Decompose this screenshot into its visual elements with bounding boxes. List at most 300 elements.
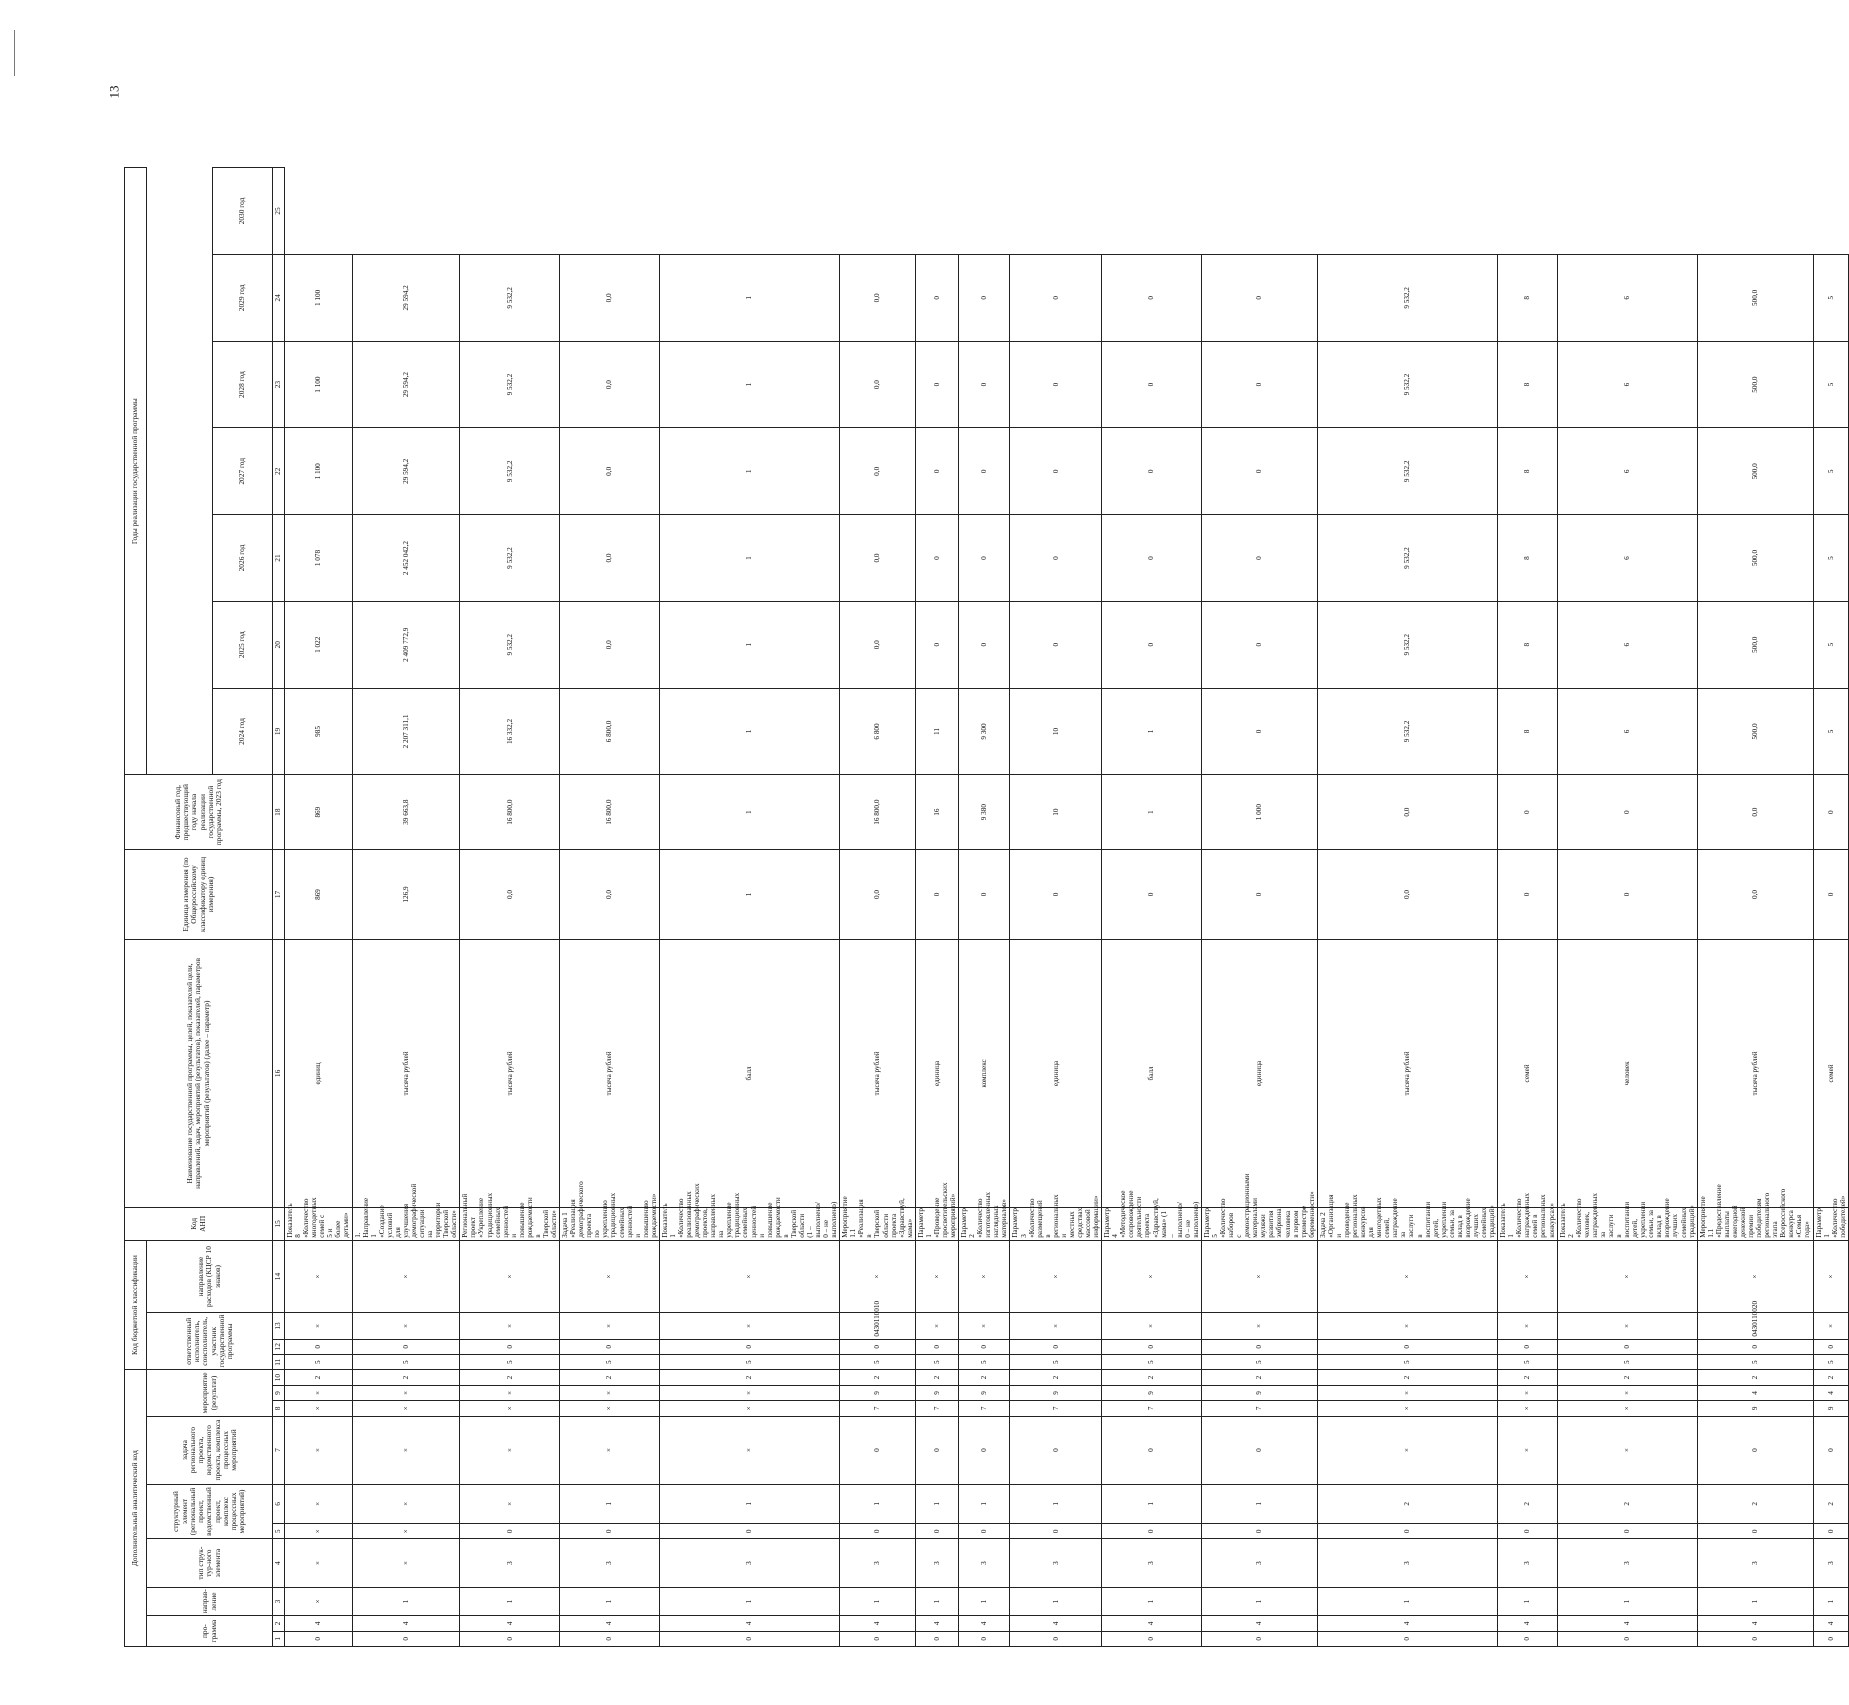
activity-code-1: × (285, 1416, 353, 1484)
column-number: 3 (273, 1587, 285, 1616)
year-value-2024: 1 000 (1201, 775, 1317, 850)
base-year-value: 0 (1201, 849, 1317, 939)
year-value-2029: 8 (1498, 341, 1557, 428)
year-value-2025: 985 (285, 688, 353, 775)
element-type-code: 3 (1813, 1539, 1848, 1587)
responsible-code-2: 5 (1010, 1354, 1102, 1369)
responsible-code-2: 5 (1317, 1354, 1497, 1369)
year-value-2026: 0,0 (840, 601, 916, 688)
program-code-1: 0 (1813, 1631, 1848, 1646)
year-value-2027: 9 532,2 (1317, 515, 1497, 602)
base-year-value: 0,0 (560, 849, 660, 939)
responsible-code-3: 0 (1317, 1339, 1497, 1354)
activity-code-2: × (460, 1401, 560, 1416)
column-number: 16 (273, 939, 285, 1207)
activity-code-3: 4 (1697, 1385, 1813, 1400)
responsible-code-3: 0 (1010, 1339, 1102, 1354)
activity-code-1: × (1317, 1416, 1497, 1484)
year-value-2025: 5 (1813, 688, 1848, 775)
responsible-code-1: 2 (1557, 1370, 1697, 1385)
program-code-1: 0 (460, 1631, 560, 1646)
task-header: задача регионального проекта, ведомственного проекта, комплекса процессных мероприятий (147, 1416, 273, 1484)
direction-code: × (285, 1587, 353, 1616)
ani-code: × (959, 1240, 1010, 1313)
year-value-2030: 500,0 (1697, 255, 1813, 342)
activity-code-2: × (560, 1401, 660, 1416)
element-type-code: 3 (1010, 1539, 1102, 1587)
structural-element-code: 0 (1557, 1524, 1697, 1539)
task-code: × (352, 1484, 460, 1524)
year-value-2028: 0 (959, 428, 1010, 515)
ani-code: × (1201, 1240, 1317, 1313)
responsible-code-1: 2 (659, 1370, 839, 1385)
responsible-code-1: 2 (915, 1370, 958, 1385)
expense-direction-code: × (1102, 1313, 1202, 1339)
column-number: 4 (273, 1539, 285, 1587)
year-value-2030: 5 (1813, 255, 1848, 342)
responsible-code-3: 0 (1557, 1339, 1697, 1354)
expense-direction-code: × (1317, 1313, 1497, 1339)
element-type-code: 3 (840, 1539, 916, 1587)
responsible-code-2: 5 (959, 1354, 1010, 1369)
year-value-2030: 1 100 (285, 255, 353, 342)
activity-code-1: × (460, 1416, 560, 1484)
table-body (285, 168, 1849, 1647)
element-type-code: 3 (659, 1539, 839, 1587)
program-code-2: 4 (1102, 1616, 1202, 1631)
activity-code-3: × (285, 1385, 353, 1400)
unit-cell: тысяча рублей (1697, 939, 1813, 1207)
year-value-2029: 9 532,2 (460, 341, 560, 428)
ani-code: × (460, 1240, 560, 1313)
activity-code-2: × (352, 1401, 460, 1416)
task-code: 1 (659, 1484, 839, 1524)
indicator-name: Параметр 3 «Количество размещений в региональных и местных средствах массовой информации» (1010, 1207, 1102, 1240)
activity-code-3: 9 (959, 1385, 1010, 1400)
activity-code-3: 9 (915, 1385, 958, 1400)
responsible-code-3: 0 (285, 1339, 353, 1354)
table-row (460, 168, 560, 1647)
element-type-code: 3 (1317, 1539, 1497, 1587)
year-value-2025: 1 (659, 688, 839, 775)
activity-code-1: 0 (1201, 1416, 1317, 1484)
element-type-code: 3 (1557, 1539, 1697, 1587)
year-value-2026: 5 (1813, 601, 1848, 688)
expense-direction-code: × (1010, 1313, 1102, 1339)
year-value-2024: 0,0 (1697, 775, 1813, 850)
year-value-2030: 6 (1557, 255, 1697, 342)
year-value-2026: 0 (959, 601, 1010, 688)
structural-element-code: 0 (659, 1524, 839, 1539)
direction-code: 1 (840, 1587, 916, 1616)
year-value-2029: 0 (915, 341, 958, 428)
column-number: 5 (273, 1524, 285, 1539)
activity-code-3: × (1557, 1385, 1697, 1400)
structural-element-code: 0 (840, 1524, 916, 1539)
unit-cell: тысяча рублей (840, 939, 916, 1207)
year-value-2024: 16 (915, 775, 958, 850)
year-value-2024: 10 (1010, 775, 1102, 850)
year-value-2026: 6 (1557, 601, 1697, 688)
year-value-2027: 0 (959, 515, 1010, 602)
year-value-2030: 0 (915, 255, 958, 342)
unit-header: Единица измерения (по Общероссийскому классификатору единиц измерения) (125, 849, 273, 939)
year-value-2025: 11 (915, 688, 958, 775)
ani-code-header: Код АНП (125, 1207, 273, 1240)
unit-cell: балл (659, 939, 839, 1207)
activity-code-1: × (1498, 1416, 1557, 1484)
element-type-code: 3 (1697, 1539, 1813, 1587)
landscape-table-container (124, 167, 1847, 1647)
activity-code-2: × (1498, 1401, 1557, 1416)
responsible-code-2: 5 (1557, 1354, 1697, 1369)
base-year-value: 0,0 (1317, 849, 1497, 939)
responsible-code-2: 5 (460, 1354, 560, 1369)
table-row (352, 168, 460, 1647)
direction-code: 1 (1697, 1587, 1813, 1616)
column-number: 17 (273, 849, 285, 939)
activity-code-2: 7 (1010, 1401, 1102, 1416)
unit-cell: семей (1498, 939, 1557, 1207)
year-value-2027: 0 (1010, 515, 1102, 602)
responsible-header: ответственный исполнитель, соисполнитель, участник государственной программы (147, 1313, 273, 1370)
direction-code: 1 (1498, 1587, 1557, 1616)
responsible-code-3: 0 (560, 1339, 660, 1354)
task-code: 2 (1317, 1484, 1497, 1524)
activity-code-3: × (659, 1385, 839, 1400)
year-value-2024: 1 (659, 775, 839, 850)
year-value-2028: 9 532,2 (1317, 428, 1497, 515)
table-row (840, 168, 916, 1647)
column-number: 8 (273, 1401, 285, 1416)
program-code-1: 0 (915, 1631, 958, 1646)
program-code-1: 0 (352, 1631, 460, 1646)
program-code-2: 4 (1498, 1616, 1557, 1631)
column-number: 15 (273, 1207, 285, 1240)
table-row (285, 168, 353, 1647)
ani-code: × (352, 1240, 460, 1313)
responsible-code-2: 5 (840, 1354, 916, 1369)
base-year-value: 0,0 (460, 849, 560, 939)
direction-code: 1 (1102, 1587, 1202, 1616)
structural-element-code: 0 (1102, 1524, 1202, 1539)
column-number: 22 (273, 428, 285, 515)
year-value-2024: 16 800,0 (460, 775, 560, 850)
year-value-2028: 0 (1201, 428, 1317, 515)
year-value-2025: 6 800,0 (560, 688, 660, 775)
expense-direction-code: × (1813, 1313, 1848, 1339)
year-value-2024: 1 (1102, 775, 1202, 850)
direction-code: 1 (1317, 1587, 1497, 1616)
responsible-code-3: 0 (460, 1339, 560, 1354)
year-value-2027: 1 078 (285, 515, 353, 602)
budget-code-header: Код бюджетной классификации (125, 1240, 147, 1370)
year-value-2026: 0,0 (560, 601, 660, 688)
year-value-2027: 0,0 (560, 515, 660, 602)
column-number: 2 (273, 1616, 285, 1631)
program-code-1: 0 (959, 1631, 1010, 1646)
table-row (1201, 168, 1317, 1647)
program-code-1: 0 (840, 1631, 916, 1646)
year-value-2030: 0 (1201, 255, 1317, 342)
year-value-2024: 0 (1498, 775, 1557, 850)
unit-cell: человек (1557, 939, 1697, 1207)
structural-element-code: 0 (1010, 1524, 1102, 1539)
year-value-2024: 0 (1557, 775, 1697, 850)
responsible-code-2: 5 (285, 1354, 353, 1369)
program-code-1: 0 (1317, 1631, 1497, 1646)
year-value-2028: 500,0 (1697, 428, 1813, 515)
expense-direction-code: × (659, 1313, 839, 1339)
activity-code-2: × (1557, 1401, 1697, 1416)
year-value-2024: 16 800,0 (560, 775, 660, 850)
responsible-code-1: 2 (959, 1370, 1010, 1385)
unit-cell: балл (1102, 939, 1202, 1207)
responsible-code-1: 2 (285, 1370, 353, 1385)
responsible-code-1: 2 (1813, 1370, 1848, 1385)
expense-direction-code: × (352, 1313, 460, 1339)
activity-code-2: 7 (1201, 1401, 1317, 1416)
structural-element-code: 0 (1201, 1524, 1317, 1539)
program-code-1: 0 (1201, 1631, 1317, 1646)
year-value-2027: 0 (1102, 515, 1202, 602)
year-value-2027: 6 (1557, 515, 1697, 602)
ani-code: × (659, 1240, 839, 1313)
indicator-name: Показатель 1 «Количество реализованных демографических проектов, направленных на укрепление традиционных семейных ценностей и повышение рождаемости в Тверской области (1 – выполнено/ 0 – не выполнено) (659, 1207, 839, 1240)
base-year-value: 0 (1102, 849, 1202, 939)
ani-code: × (1813, 1240, 1848, 1313)
expense-direction-code: × (1498, 1313, 1557, 1339)
base-year-value: 0,0 (840, 849, 916, 939)
responsible-code-3: 0 (1498, 1339, 1557, 1354)
column-number: 20 (273, 601, 285, 688)
task-code: 1 (1201, 1484, 1317, 1524)
year-value-2028: 0 (1102, 428, 1202, 515)
unit-cell: тысяча рублей (460, 939, 560, 1207)
year-value-2026: 8 (1498, 601, 1557, 688)
column-number: 7 (273, 1416, 285, 1484)
program-code-1: 0 (285, 1631, 353, 1646)
base-year-value: 869 (285, 849, 353, 939)
year-value-2026: 0 (1201, 601, 1317, 688)
responsible-code-3: 0 (1102, 1339, 1202, 1354)
task-code: × (285, 1484, 353, 1524)
unit-cell: единиц (285, 939, 353, 1207)
activity-code-2: 7 (915, 1401, 958, 1416)
year-value-2028: 0 (915, 428, 958, 515)
task-code: 2 (1697, 1484, 1813, 1524)
program-code-2: 4 (1557, 1616, 1697, 1631)
activity-code-3: × (1317, 1385, 1497, 1400)
task-code: 2 (1557, 1484, 1697, 1524)
responsible-code-1: 2 (1317, 1370, 1497, 1385)
responsible-code-2: 5 (1201, 1354, 1317, 1369)
activity-code-3: 9 (1010, 1385, 1102, 1400)
program-code-2: 4 (959, 1616, 1010, 1631)
ani-code: × (1557, 1240, 1697, 1313)
element-type-code: 3 (1498, 1539, 1557, 1587)
indicator-name: Задача 2 «Организация и проведение региональных конкурсов для многодетных семей, награждение за заслуги в воспитании детей, укреплении семьи, за вклад в возрождение лучших семейных традиций» (1317, 1207, 1497, 1240)
table-row (915, 168, 958, 1647)
year-value-2025: 9 300 (959, 688, 1010, 775)
year-value-2025: 16 332,2 (460, 688, 560, 775)
element-type-code: 3 (1102, 1539, 1202, 1587)
task-code: 2 (1498, 1484, 1557, 1524)
structural-element-code: 0 (1498, 1524, 1557, 1539)
base-year-value: 0 (1010, 849, 1102, 939)
year-value-2029: 0 (1102, 341, 1202, 428)
expense-direction-code: × (915, 1313, 958, 1339)
expense-direction-code: × (1557, 1313, 1697, 1339)
unit-cell: единица (915, 939, 958, 1207)
program-code-2: 4 (1010, 1616, 1102, 1631)
responsible-code-2: 5 (352, 1354, 460, 1369)
year-value-2026: 0 (915, 601, 958, 688)
activity-code-2: 7 (1102, 1401, 1202, 1416)
responsible-code-3: 0 (352, 1339, 460, 1354)
task-code: 1 (959, 1484, 1010, 1524)
column-number: 10 (273, 1370, 285, 1385)
year-value-2028: 5 (1813, 428, 1848, 515)
responsible-code-2: 5 (1813, 1354, 1848, 1369)
direction-code: 1 (1813, 1587, 1848, 1616)
year-value-2029: 6 (1557, 341, 1697, 428)
expense-direction-code: 0430110020 (1697, 1313, 1813, 1339)
activity-code-1: × (352, 1416, 460, 1484)
table-row (1317, 168, 1497, 1647)
structural-element-code: 0 (1813, 1524, 1848, 1539)
year-header-2030: 2030 год (213, 168, 273, 255)
responsible-code-3: 0 (959, 1339, 1010, 1354)
year-value-2024: 39 663,8 (352, 775, 460, 850)
year-value-2028: 0,0 (560, 428, 660, 515)
indicator-name: Показатель 1 «Количество награжденных семей в региональных конкурсах» (1498, 1207, 1557, 1240)
year-header-2028: 2028 год (213, 341, 273, 428)
column-number: 12 (273, 1339, 285, 1354)
year-value-2030: 1 (659, 255, 839, 342)
year-value-2029: 0 (1201, 341, 1317, 428)
structural-element-code: 0 (959, 1524, 1010, 1539)
element-type-code: 3 (460, 1539, 560, 1587)
year-value-2026: 2 409 772,9 (352, 601, 460, 688)
unit-cell: единица (1010, 939, 1102, 1207)
direction-code: 1 (560, 1587, 660, 1616)
activity-code-3: 9 (1102, 1385, 1202, 1400)
column-number: 25 (273, 168, 285, 255)
program-code-1: 0 (1010, 1631, 1102, 1646)
table-row (1010, 168, 1102, 1647)
element-type-code: × (285, 1539, 353, 1587)
ani-code: × (840, 1240, 916, 1313)
year-value-2026: 0 (1102, 601, 1202, 688)
year-value-2027: 1 (659, 515, 839, 602)
year-value-2028: 1 100 (285, 428, 353, 515)
activity-code-1: 0 (915, 1416, 958, 1484)
column-number: 24 (273, 255, 285, 342)
indicator-name: Параметр 1 «Количество победителей» (1813, 1207, 1848, 1240)
year-value-2028: 0,0 (840, 428, 916, 515)
activity-code-1: 0 (959, 1416, 1010, 1484)
year-value-2029: 1 100 (285, 341, 353, 428)
element-type-code: 3 (959, 1539, 1010, 1587)
indicator-name: 1. Направление 1 «Создание условий для улучшения демографической ситуации на территории Тверской области» (352, 1207, 460, 1240)
program-code-1: 0 (1557, 1631, 1697, 1646)
year-header-2029: 2029 год (213, 255, 273, 342)
task-code: 1 (840, 1484, 916, 1524)
task-code: × (460, 1484, 560, 1524)
responsible-code-1: 2 (1697, 1370, 1813, 1385)
direction-code: 1 (915, 1587, 958, 1616)
responsible-code-1: 2 (1010, 1370, 1102, 1385)
year-value-2028: 6 (1557, 428, 1697, 515)
year-value-2025: 9 532,2 (1317, 688, 1497, 775)
table-row (1102, 168, 1202, 1647)
responsible-code-3: 0 (840, 1339, 916, 1354)
activity-code-2: 9 (1697, 1401, 1813, 1416)
year-value-2027: 0,0 (840, 515, 916, 602)
year-value-2025: 6 800 (840, 688, 916, 775)
responsible-code-2: 5 (1102, 1354, 1202, 1369)
program-code-1: 0 (560, 1631, 660, 1646)
base-year-value: 126,9 (352, 849, 460, 939)
program-code-1: 0 (1697, 1631, 1813, 1646)
task-code: 1 (915, 1484, 958, 1524)
direction-code: 1 (460, 1587, 560, 1616)
table-row (560, 168, 660, 1647)
task-code: 1 (1102, 1484, 1202, 1524)
program-code-2: 4 (460, 1616, 560, 1631)
column-numbers-row (273, 168, 285, 1647)
year-value-2029: 0 (1010, 341, 1102, 428)
year-value-2025: 2 207 311,1 (352, 688, 460, 775)
year-value-2030: 0 (1010, 255, 1102, 342)
activity-code-3: 4 (1813, 1385, 1848, 1400)
year-value-2024: 0 (1813, 775, 1848, 850)
year-value-2028: 29 594,2 (352, 428, 460, 515)
program-code-1: 0 (1498, 1631, 1557, 1646)
expense-direction-code: 0430110010 (840, 1313, 916, 1339)
year-value-2025: 0 (1201, 688, 1317, 775)
ani-code: × (1102, 1240, 1202, 1313)
activity-code-1: 0 (1697, 1416, 1813, 1484)
year-value-2025: 1 (1102, 688, 1202, 775)
responsible-code-1: 2 (560, 1370, 660, 1385)
base-year-value: 0 (959, 849, 1010, 939)
activity-code-2: × (659, 1401, 839, 1416)
indicator-name: Параметр 4 «Методическое сопровождение деятельности проекта «Здравствуй, мама» (1 – выполнено/ 0 – не выполнено) (1102, 1207, 1202, 1240)
scan-edge-mark (14, 30, 15, 76)
element-type-code: × (352, 1539, 460, 1587)
element-type-code: 3 (915, 1539, 958, 1587)
direction-header: направ-ление (147, 1587, 273, 1616)
year-value-2029: 5 (1813, 341, 1848, 428)
structural-element-code: × (285, 1524, 353, 1539)
indicator-name: Показатель 2 «Количество человек, награжденных за заслуги в воспитании детей, укреплении семьи, за вклад в возрождение лучших семейных традиций» (1557, 1207, 1697, 1240)
page-number: 13 (106, 85, 122, 99)
year-value-2026: 0 (1010, 601, 1102, 688)
base-year-value: 0 (1813, 849, 1848, 939)
year-value-2025: 10 (1010, 688, 1102, 775)
table-row (1557, 168, 1697, 1647)
year-value-2027: 0 (1201, 515, 1317, 602)
year-value-2027: 500,0 (1697, 515, 1813, 602)
activity-code-1: × (560, 1416, 660, 1484)
activity-code-2: 9 (1813, 1401, 1848, 1416)
year-value-2029: 1 (659, 341, 839, 428)
indicator-name: Мероприятие 1.1 «Реализация в Тверской области проекта «Здравствуй, мама» (840, 1207, 916, 1240)
expense-direction-code: × (560, 1313, 660, 1339)
program-code-2: 4 (1201, 1616, 1317, 1631)
